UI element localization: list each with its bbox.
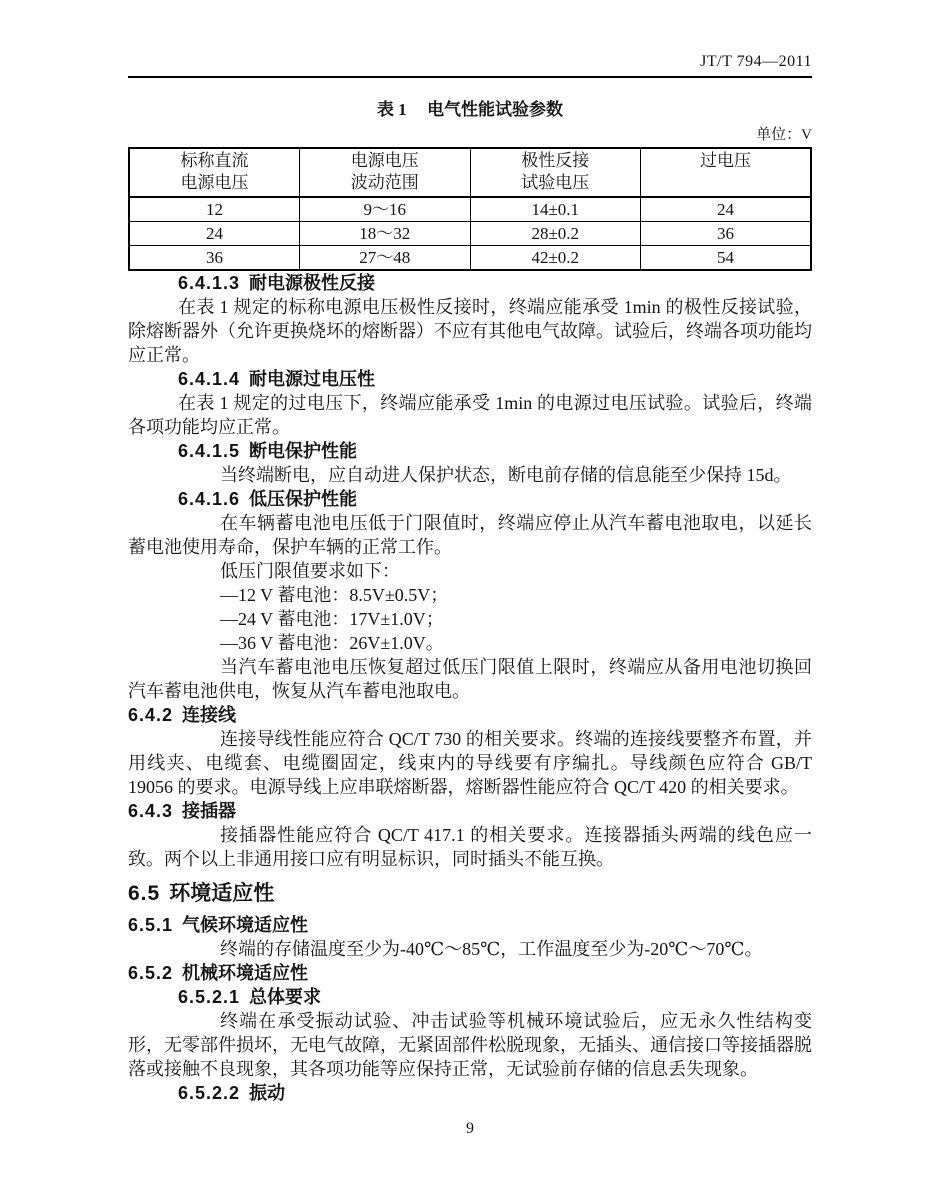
table-cell: 36 — [129, 246, 300, 271]
heading-title: 总体要求 — [249, 987, 322, 1007]
col-header-line: 电源电压 — [350, 151, 419, 170]
paragraph: 连接导线性能应符合 QC/T 730 的相关要求。终端的连接线要整齐布置，并用线夹、电缆套、电缆圈固定，线束内的导线要有序编扎。导线颜色应符合 GB/T 19056 的要求。电源导线上应串联熔断器，熔断器性能应符合 QC/T 420 的相关要求。 — [128, 729, 812, 797]
table-caption-title: 电气性能试验参数 — [427, 100, 564, 119]
paragraph: 终端在承受振动试验、冲击试验等机械环境试验后，应无永久性结构变形，无零部件损坏，无电气故障，无紧固部件松脱现象，无插头、通信接口等接插器脱落或接触不良现象，其各项功能等应保持正常，无试验前存储的信息丢失现象。 — [128, 1011, 812, 1079]
col-header-line: 波动范围 — [350, 173, 419, 192]
heading-title: 气候环境适应性 — [182, 915, 309, 935]
col-header-voltage-fluctuation-range — [300, 148, 471, 197]
col-header-line: 极性反接 — [521, 151, 590, 170]
standard-number: JT/T 794—2011 — [700, 53, 812, 70]
paragraph: 在表 1 规定的标称电源电压极性反接时，终端应能承受 1min 的极性反接试验，除熔断器外（允许更换烧坏的熔断器）不应有其他电气故障。试验后，终端各项功能均应正常。 — [128, 297, 812, 365]
heading-6-5-1 — [128, 913, 812, 937]
heading-6-5-2 — [128, 961, 812, 985]
heading-title: 接插器 — [182, 801, 237, 821]
table-cell: 42±0.2 — [470, 246, 641, 271]
col-header-line: 过电压 — [700, 151, 751, 170]
page-number: 9 — [466, 1120, 474, 1137]
battery-threshold-item: —12 V 蓄电池：8.5V±0.5V； — [220, 585, 449, 605]
heading-number: 6.5 — [128, 882, 161, 905]
table-cell: 54 — [641, 246, 812, 271]
heading-number: 6.4.3 — [128, 801, 174, 821]
heading-number: 6.4.1.5 — [178, 441, 241, 461]
table-cell: 24 — [129, 222, 300, 246]
table-header-row — [129, 148, 811, 197]
table-row — [129, 197, 811, 222]
paragraph: 当终端断电，应自动进人保护状态，断电前存储的信息能至少保持 15d。 — [220, 465, 792, 485]
battery-threshold-item: —24 V 蓄电池：17V±1.0V； — [220, 609, 444, 629]
heading-6-5-2-1 — [178, 985, 812, 1009]
heading-6-4-1-3 — [178, 271, 812, 295]
heading-number: 6.4.1.3 — [178, 273, 241, 293]
col-header-reverse-polarity-test-voltage — [470, 148, 641, 197]
table-row — [129, 246, 811, 271]
battery-threshold-item: —36 V 蓄电池：26V±1.0V。 — [220, 633, 444, 653]
table-cell: 24 — [641, 197, 812, 222]
paragraph: 在表 1 规定的过电压下，终端应能承受 1min 的电源过电压试验。试验后，终端各项功能均应正常。 — [128, 393, 812, 437]
heading-title: 机械环境适应性 — [182, 963, 309, 983]
doc-header — [128, 0, 812, 78]
table-cell: 27～48 — [300, 246, 471, 271]
heading-number: 6.5.2 — [128, 963, 174, 983]
heading-6-4-1-4 — [178, 367, 812, 391]
heading-6-4-1-6 — [178, 487, 812, 511]
heading-number: 6.4.1.6 — [178, 489, 241, 509]
col-header-line: 电源电压 — [180, 173, 249, 192]
paragraph: 接插器性能应符合 QC/T 417.1 的相关要求。连接器插头两端的线色应一致。两个以上非通用接口应有明显标识，同时插头不能互换。 — [128, 825, 812, 869]
unit-note: 单位：V — [756, 127, 812, 143]
heading-6-5 — [128, 881, 812, 907]
heading-6-5-2-2 — [178, 1081, 812, 1105]
heading-title: 耐电源过电压性 — [249, 369, 376, 389]
table-cell: 14±0.1 — [470, 197, 641, 222]
heading-title: 环境适应性 — [169, 882, 275, 905]
heading-number: 6.5.2.2 — [178, 1083, 241, 1103]
heading-title: 耐电源极性反接 — [249, 273, 376, 293]
paragraph: 当汽车蓄电池电压恢复超过低压门限值上限时，终端应从备用电池切换回汽车蓄电池供电，恢复从汽车蓄电池取电。 — [128, 657, 812, 701]
heading-title: 低压保护性能 — [249, 489, 358, 509]
heading-6-4-1-5 — [178, 439, 812, 463]
heading-title: 振动 — [249, 1083, 286, 1103]
heading-title: 断电保护性能 — [249, 441, 358, 461]
heading-number: 6.4.1.4 — [178, 369, 241, 389]
table-cell: 36 — [641, 222, 812, 246]
col-header-line: 标称直流 — [180, 151, 249, 170]
table-cell: 18～32 — [300, 222, 471, 246]
paragraph: 低压门限值要求如下： — [220, 561, 400, 581]
heading-6-4-2 — [128, 703, 812, 727]
electrical-test-parameters-table — [128, 147, 812, 271]
paragraph: 终端的存储温度至少为-40℃～85℃，工作温度至少为-20℃～70℃。 — [220, 939, 763, 959]
table-cell: 28±0.2 — [470, 222, 641, 246]
heading-6-4-3 — [128, 799, 812, 823]
table-caption — [128, 100, 812, 120]
table-caption-label: 表 1 — [376, 100, 407, 119]
col-header-nominal-dc-voltage — [129, 148, 300, 197]
heading-number: 6.5.2.1 — [178, 987, 241, 1007]
heading-number: 6.4.2 — [128, 705, 174, 725]
col-header-line: 试验电压 — [521, 173, 590, 192]
table-cell: 12 — [129, 197, 300, 222]
table-cell: 9～16 — [300, 197, 471, 222]
heading-title: 连接线 — [182, 705, 237, 725]
col-header-overvoltage — [641, 148, 812, 197]
paragraph: 在车辆蓄电池电压低于门限值时，终端应停止从汽车蓄电池取电，以延长蓄电池使用寿命，保护车辆的正常工作。 — [128, 513, 812, 557]
table-row — [129, 222, 811, 246]
heading-number: 6.5.1 — [128, 915, 174, 935]
